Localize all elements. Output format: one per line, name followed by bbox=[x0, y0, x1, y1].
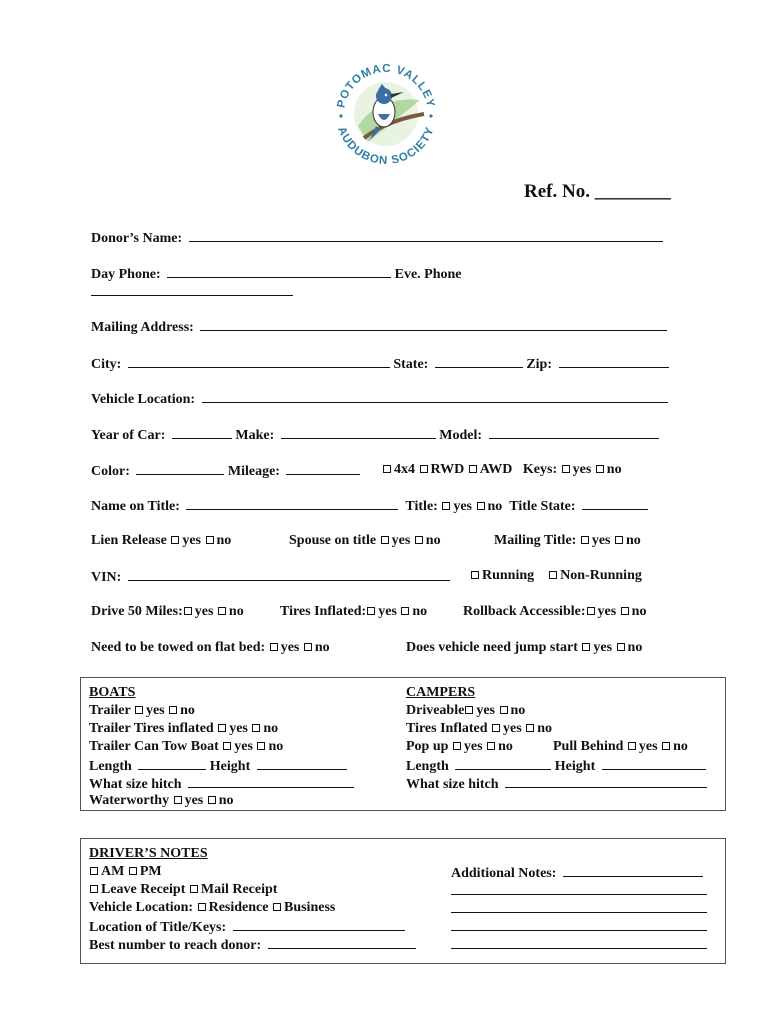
mail-receipt-label: Mail Receipt bbox=[200, 882, 278, 897]
business-label: Business bbox=[283, 900, 336, 915]
spouse-on-title-label: Spouse on title bbox=[289, 533, 377, 548]
spouse-on-title-group bbox=[289, 533, 441, 549]
boats-trailer-tires-row bbox=[89, 721, 278, 737]
checkbox-mail-receipt[interactable] bbox=[190, 885, 198, 893]
checkbox-title-yes[interactable] bbox=[442, 502, 450, 510]
day-phone-field[interactable] bbox=[167, 265, 391, 278]
kingfisher-logo-icon bbox=[328, 56, 444, 172]
boats-hitch-field[interactable] bbox=[188, 775, 354, 788]
flat-bed-group bbox=[91, 640, 330, 656]
vin-row bbox=[91, 568, 450, 586]
additional-notes-field[interactable] bbox=[563, 864, 703, 877]
lien-yes-label: yes bbox=[182, 533, 201, 548]
label-rwd: RWD bbox=[430, 462, 465, 477]
checkbox-jump-no[interactable] bbox=[617, 643, 625, 651]
ref-number: Ref. No. ________ bbox=[524, 181, 671, 202]
checkbox-boat-trailer-yes[interactable] bbox=[135, 706, 143, 714]
logo-text-bottom: AUDUBON SOCIETY bbox=[335, 125, 437, 168]
checkbox-jump-yes[interactable] bbox=[582, 643, 590, 651]
checkbox-waterworthy-no[interactable] bbox=[208, 796, 216, 804]
city-field[interactable] bbox=[128, 355, 390, 368]
boat-tow-yes-label: yes bbox=[234, 739, 253, 754]
flat-bed-label: Need to be towed on flat bed: bbox=[91, 640, 266, 655]
additional-notes-line-3[interactable] bbox=[451, 900, 707, 918]
checkbox-tires-yes[interactable] bbox=[367, 607, 375, 615]
vehicle-location-field[interactable] bbox=[202, 390, 668, 403]
jump-start-label: Does vehicle need jump start bbox=[406, 640, 578, 655]
drivers-notes-heading: DRIVER’S NOTES bbox=[89, 846, 208, 861]
checkbox-non-running[interactable] bbox=[549, 571, 557, 579]
residence-label: Residence bbox=[208, 900, 269, 915]
title-yes-label: yes bbox=[453, 499, 472, 514]
boats-can-tow-label: Trailer Can Tow Boat bbox=[89, 739, 219, 754]
drive-50-group bbox=[91, 604, 244, 620]
campers-popup-label: Pop up bbox=[406, 739, 449, 754]
checkbox-4x4[interactable] bbox=[383, 465, 391, 473]
checkbox-title-no[interactable] bbox=[477, 502, 485, 510]
keys-yes-label: yes bbox=[572, 462, 592, 477]
eve-phone-label: Eve. Phone bbox=[394, 267, 462, 282]
boats-waterworthy-row bbox=[89, 793, 234, 809]
checkbox-rollback-no[interactable] bbox=[621, 607, 629, 615]
tires-inflated-label: Tires Inflated: bbox=[280, 604, 367, 619]
drivetrain-keys-group bbox=[382, 462, 622, 478]
checkbox-residence[interactable] bbox=[198, 903, 206, 911]
jump-yes-label: yes bbox=[593, 640, 613, 655]
zip-field[interactable] bbox=[559, 355, 669, 368]
keys-label: Keys: bbox=[522, 462, 558, 477]
notes-vehicle-location-row bbox=[89, 900, 335, 916]
waterworthy-no-label: no bbox=[218, 793, 234, 808]
name-on-title-row bbox=[91, 497, 648, 515]
mailing-title-no-label: no bbox=[626, 533, 641, 548]
model-label: Model: bbox=[439, 428, 483, 443]
boats-dimensions-row bbox=[89, 757, 347, 775]
tires-no-label: no bbox=[412, 604, 428, 619]
boats-length-field[interactable] bbox=[138, 757, 206, 770]
flat-bed-no-label: no bbox=[314, 640, 330, 655]
city-label: City: bbox=[91, 357, 122, 372]
campers-length-field[interactable] bbox=[455, 757, 551, 770]
label-awd: AWD bbox=[479, 462, 513, 477]
receipt-row bbox=[89, 882, 277, 898]
campers-tires-label: Tires Inflated bbox=[406, 721, 488, 736]
title-state-label: Title State: bbox=[509, 499, 576, 514]
donor-name-row bbox=[91, 229, 663, 247]
mileage-label: Mileage: bbox=[227, 464, 280, 479]
checkbox-am[interactable] bbox=[90, 867, 98, 875]
boats-trailer-row bbox=[89, 703, 195, 719]
checkbox-tires-no[interactable] bbox=[401, 607, 409, 615]
mileage-field[interactable] bbox=[286, 462, 360, 475]
boats-trailer-tires-label: Trailer Tires inflated bbox=[89, 721, 214, 736]
vin-field[interactable] bbox=[128, 568, 450, 581]
best-number-field[interactable] bbox=[268, 936, 416, 949]
jump-start-group bbox=[406, 640, 642, 656]
campers-hitch-label: What size hitch bbox=[406, 777, 499, 792]
phone-row bbox=[91, 265, 462, 283]
checkbox-running[interactable] bbox=[471, 571, 479, 579]
checkbox-lien-no[interactable] bbox=[206, 536, 214, 544]
campers-pull-behind-row bbox=[553, 739, 688, 755]
campers-hitch-row bbox=[406, 775, 707, 793]
pull-behind-yes-label: yes bbox=[638, 739, 658, 754]
pull-behind-no-label: no bbox=[673, 739, 688, 754]
title-keys-label: Location of Title/Keys: bbox=[89, 920, 227, 935]
checkbox-drive-50-yes[interactable] bbox=[184, 607, 192, 615]
boats-trailer-label: Trailer bbox=[89, 703, 131, 718]
make-label: Make: bbox=[235, 428, 275, 443]
year-field[interactable] bbox=[172, 426, 232, 439]
rollback-no-label: no bbox=[631, 604, 647, 619]
jump-no-label: no bbox=[627, 640, 643, 655]
organization-logo bbox=[328, 56, 444, 172]
checkbox-boat-tow-yes[interactable] bbox=[223, 742, 231, 750]
checkbox-mailing-title-yes[interactable] bbox=[581, 536, 589, 544]
boat-tires-no-label: no bbox=[263, 721, 279, 736]
mailing-address-label: Mailing Address: bbox=[91, 320, 194, 335]
campers-popup-row bbox=[406, 739, 513, 755]
campers-tires-row bbox=[406, 721, 552, 737]
mailing-title-yes-label: yes bbox=[591, 533, 611, 548]
waterworthy-yes-label: yes bbox=[184, 793, 204, 808]
checkbox-flat-bed-yes[interactable] bbox=[270, 643, 278, 651]
label-4x4: 4x4 bbox=[394, 462, 415, 477]
additional-notes-line-2[interactable] bbox=[451, 882, 707, 900]
color-field[interactable] bbox=[136, 462, 224, 475]
popup-yes-label: yes bbox=[463, 739, 483, 754]
checkbox-leave-receipt[interactable] bbox=[90, 885, 98, 893]
spouse-yes-label: yes bbox=[391, 533, 411, 548]
checkbox-popup-yes[interactable] bbox=[453, 742, 461, 750]
running-label: Running bbox=[482, 568, 535, 583]
zip-label: Zip: bbox=[526, 357, 553, 372]
running-status-group bbox=[470, 568, 642, 584]
checkbox-driveable-no[interactable] bbox=[500, 706, 508, 714]
vehicle-location-label: Vehicle Location: bbox=[91, 392, 196, 407]
campers-height-field[interactable] bbox=[602, 757, 706, 770]
checkbox-camper-tires-no[interactable] bbox=[526, 724, 534, 732]
notes-vehicle-location-label: Vehicle Location: bbox=[89, 900, 194, 915]
checkbox-boat-tires-yes[interactable] bbox=[218, 724, 226, 732]
spouse-no-label: no bbox=[425, 533, 441, 548]
boats-heading: BOATS bbox=[89, 685, 136, 700]
title-label: Title: bbox=[405, 499, 438, 514]
am-label: AM bbox=[101, 864, 125, 879]
mailing-address-field[interactable] bbox=[200, 318, 667, 331]
rollback-yes-label: yes bbox=[597, 604, 617, 619]
checkbox-camper-tires-yes[interactable] bbox=[492, 724, 500, 732]
drive-50-yes-label: yes bbox=[194, 604, 214, 619]
tires-inflated-group bbox=[280, 604, 427, 620]
rollback-label: Rollback Accessible: bbox=[463, 604, 586, 619]
eve-phone-field[interactable] bbox=[91, 283, 293, 296]
eve-phone-row bbox=[91, 283, 293, 301]
title-keys-row bbox=[89, 918, 405, 936]
driveable-yes-label: yes bbox=[476, 703, 495, 718]
boats-can-tow-row bbox=[89, 739, 283, 755]
name-on-title-field[interactable] bbox=[186, 497, 398, 510]
title-keys-field[interactable] bbox=[233, 918, 405, 931]
keys-no-label: no bbox=[606, 462, 622, 477]
mailing-address-row bbox=[91, 318, 667, 336]
lien-release-label: Lien Release bbox=[91, 533, 167, 548]
non-running-label: Non-Running bbox=[560, 568, 642, 583]
model-field[interactable] bbox=[489, 426, 659, 439]
day-phone-label: Day Phone: bbox=[91, 267, 161, 282]
mailing-title-label: Mailing Title: bbox=[494, 533, 577, 548]
lien-no-label: no bbox=[216, 533, 232, 548]
donor-name-field[interactable] bbox=[189, 229, 663, 242]
boats-hitch-row bbox=[89, 775, 354, 793]
checkbox-awd[interactable] bbox=[469, 465, 477, 473]
campers-length-label: Length bbox=[406, 759, 449, 774]
checkbox-boat-tires-no[interactable] bbox=[252, 724, 260, 732]
boats-height-field[interactable] bbox=[257, 757, 347, 770]
boat-tires-yes-label: yes bbox=[229, 721, 248, 736]
camper-tires-yes-label: yes bbox=[503, 721, 522, 736]
checkbox-boat-trailer-no[interactable] bbox=[169, 706, 177, 714]
flat-bed-yes-label: yes bbox=[280, 640, 300, 655]
driveable-no-label: no bbox=[510, 703, 526, 718]
checkbox-rwd[interactable] bbox=[420, 465, 428, 473]
checkbox-pull-behind-no[interactable] bbox=[662, 742, 670, 750]
best-number-label: Best number to reach donor: bbox=[89, 938, 262, 953]
title-state-field[interactable] bbox=[582, 497, 648, 510]
pm-label: PM bbox=[139, 864, 162, 879]
logo-text-top: POTOMAC VALLEY bbox=[335, 62, 437, 110]
campers-driveable-label: Driveable bbox=[406, 703, 465, 718]
boat-trailer-no-label: no bbox=[180, 703, 195, 718]
checkbox-mailing-title-no[interactable] bbox=[615, 536, 623, 544]
campers-driveable-row bbox=[406, 703, 525, 719]
checkbox-keys-no[interactable] bbox=[596, 465, 604, 473]
checkbox-business[interactable] bbox=[273, 903, 281, 911]
color-row bbox=[91, 462, 360, 480]
rollback-group bbox=[463, 604, 646, 620]
checkbox-driveable-yes[interactable] bbox=[465, 706, 473, 714]
checkbox-drive-50-no[interactable] bbox=[218, 607, 226, 615]
vehicle-details-row bbox=[91, 426, 659, 444]
color-label: Color: bbox=[91, 464, 130, 479]
checkbox-rollback-yes[interactable] bbox=[587, 607, 595, 615]
boat-tow-no-label: no bbox=[268, 739, 284, 754]
year-label: Year of Car: bbox=[91, 428, 166, 443]
city-row bbox=[91, 355, 669, 373]
leave-receipt-label: Leave Receipt bbox=[101, 882, 186, 897]
am-pm-row bbox=[89, 864, 162, 880]
checkbox-keys-yes[interactable] bbox=[562, 465, 570, 473]
additional-notes-line-5[interactable] bbox=[451, 936, 707, 954]
checkbox-boat-tow-no[interactable] bbox=[257, 742, 265, 750]
vehicle-location-row bbox=[91, 390, 668, 408]
checkbox-flat-bed-no[interactable] bbox=[304, 643, 312, 651]
boats-length-label: Length bbox=[89, 759, 132, 774]
campers-dimensions-row bbox=[406, 757, 706, 775]
state-label: State: bbox=[393, 357, 429, 372]
popup-no-label: no bbox=[498, 739, 513, 754]
additional-notes-label: Additional Notes: bbox=[451, 866, 557, 881]
campers-pull-behind-label: Pull Behind bbox=[553, 739, 624, 754]
state-field[interactable] bbox=[435, 355, 523, 368]
checkbox-spouse-no[interactable] bbox=[415, 536, 423, 544]
drive-50-no-label: no bbox=[228, 604, 244, 619]
boat-trailer-yes-label: yes bbox=[145, 703, 165, 718]
checkbox-waterworthy-yes[interactable] bbox=[174, 796, 182, 804]
make-field[interactable] bbox=[281, 426, 436, 439]
checkbox-popup-no[interactable] bbox=[487, 742, 495, 750]
campers-heading: CAMPERS bbox=[406, 685, 476, 700]
best-number-row bbox=[89, 936, 416, 954]
checkbox-pull-behind-yes[interactable] bbox=[628, 742, 636, 750]
donor-name-label: Donor’s Name: bbox=[91, 231, 183, 246]
additional-notes-line-4[interactable] bbox=[451, 918, 707, 936]
boats-height-label: Height bbox=[209, 759, 251, 774]
title-no-label: no bbox=[487, 499, 503, 514]
boats-hitch-label: What size hitch bbox=[89, 777, 182, 792]
camper-tires-no-label: no bbox=[537, 721, 553, 736]
tires-yes-label: yes bbox=[378, 604, 397, 619]
vin-label: VIN: bbox=[91, 570, 122, 585]
mailing-title-group bbox=[494, 533, 641, 549]
lien-release-group bbox=[91, 533, 231, 549]
checkbox-spouse-yes[interactable] bbox=[381, 536, 389, 544]
additional-notes-row bbox=[451, 864, 703, 882]
drive-50-label: Drive 50 Miles: bbox=[91, 604, 183, 619]
campers-height-label: Height bbox=[554, 759, 596, 774]
checkbox-pm[interactable] bbox=[129, 867, 137, 875]
campers-hitch-field[interactable] bbox=[505, 775, 707, 788]
boats-waterworthy-label: Waterworthy bbox=[89, 793, 170, 808]
name-on-title-label: Name on Title: bbox=[91, 499, 180, 514]
checkbox-lien-yes[interactable] bbox=[171, 536, 179, 544]
